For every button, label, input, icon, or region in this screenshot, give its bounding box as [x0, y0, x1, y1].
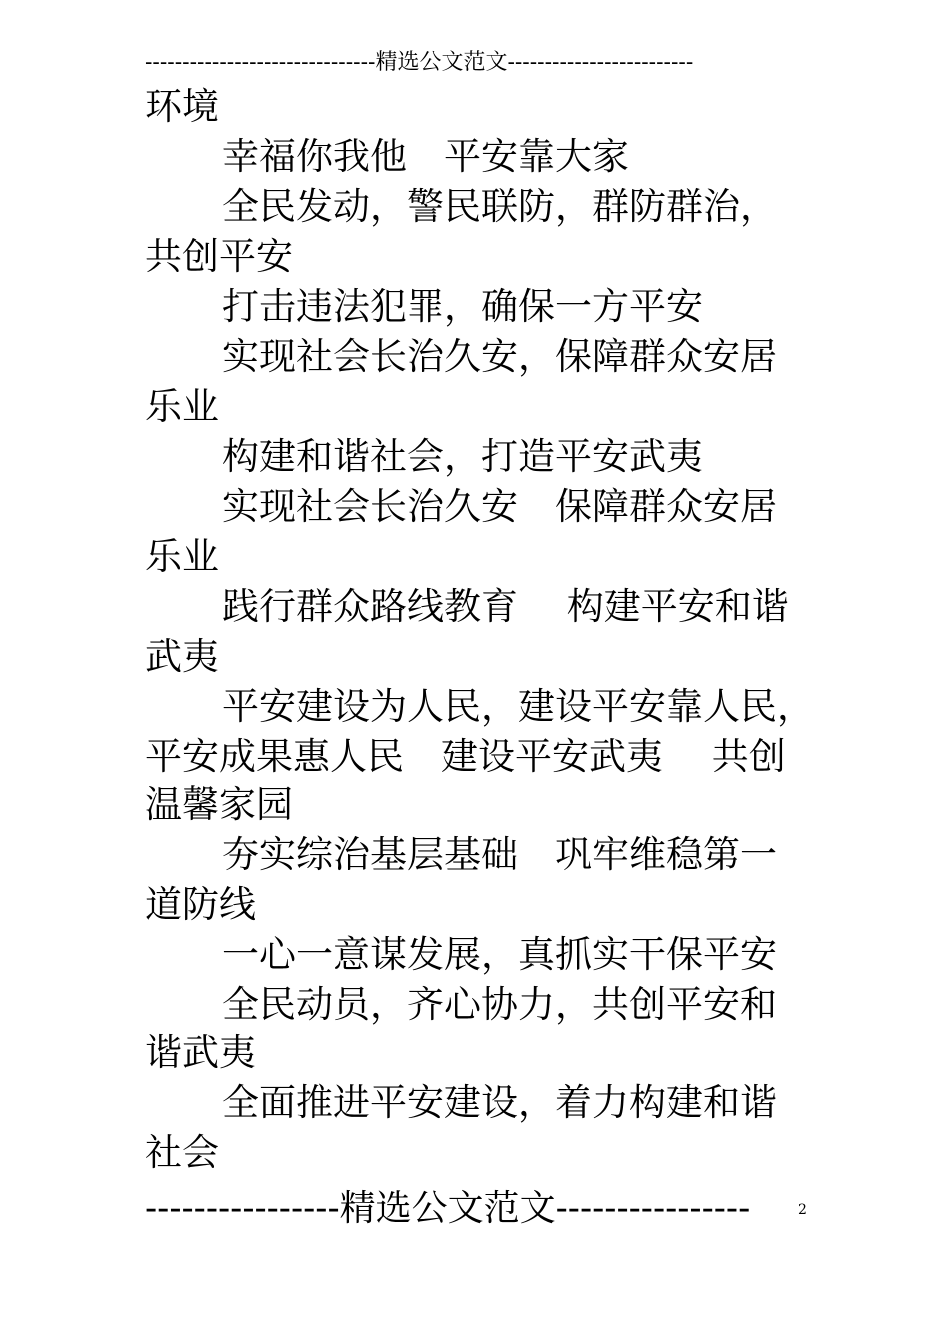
page-number: 2 [798, 1202, 807, 1218]
text-line: 社会 [145, 1131, 219, 1174]
text-line: 乐业 [145, 535, 219, 578]
text-line: 全面推进平安建设，着力构建和谐 [222, 1081, 777, 1124]
text-line: 温馨家园 [145, 783, 293, 826]
text-line: 共创平安 [145, 235, 293, 278]
page-footer: ----------------精选公文范文---------------- [145, 1188, 751, 1229]
text-line: 构建和谐社会，打造平安武夷 [222, 435, 703, 478]
text-line: 打击违法犯罪，确保一方平安 [222, 285, 703, 328]
text-line: 道防线 [145, 883, 256, 926]
text-line: 实现社会长治久安，保障群众安居 [222, 335, 777, 378]
text-line: 平安建设为人民，建设平安靠人民， [222, 685, 814, 728]
text-line: 环境 [145, 85, 219, 128]
page-header: -------------------------------精选公文范文------------------------- [145, 50, 694, 75]
text-line: 谐武夷 [145, 1031, 256, 1074]
text-line: 幸福你我他 平安靠大家 [222, 135, 629, 178]
text-line: 平安成果惠人民 建设平安武夷 共创 [145, 735, 786, 778]
text-line: 一心一意谋发展，真抓实干保平安 [222, 933, 777, 976]
text-line: 全民发动，警民联防，群防群治， [222, 185, 777, 228]
text-line: 全民动员，齐心协力，共创平安和 [222, 983, 777, 1026]
text-line: 夯实综治基层基础 巩牢维稳第一 [222, 833, 777, 876]
text-line: 乐业 [145, 385, 219, 428]
text-line: 践行群众路线教育 构建平安和谐 [222, 585, 789, 628]
text-line: 武夷 [145, 635, 219, 678]
text-line: 实现社会长治久安 保障群众安居 [222, 485, 777, 528]
